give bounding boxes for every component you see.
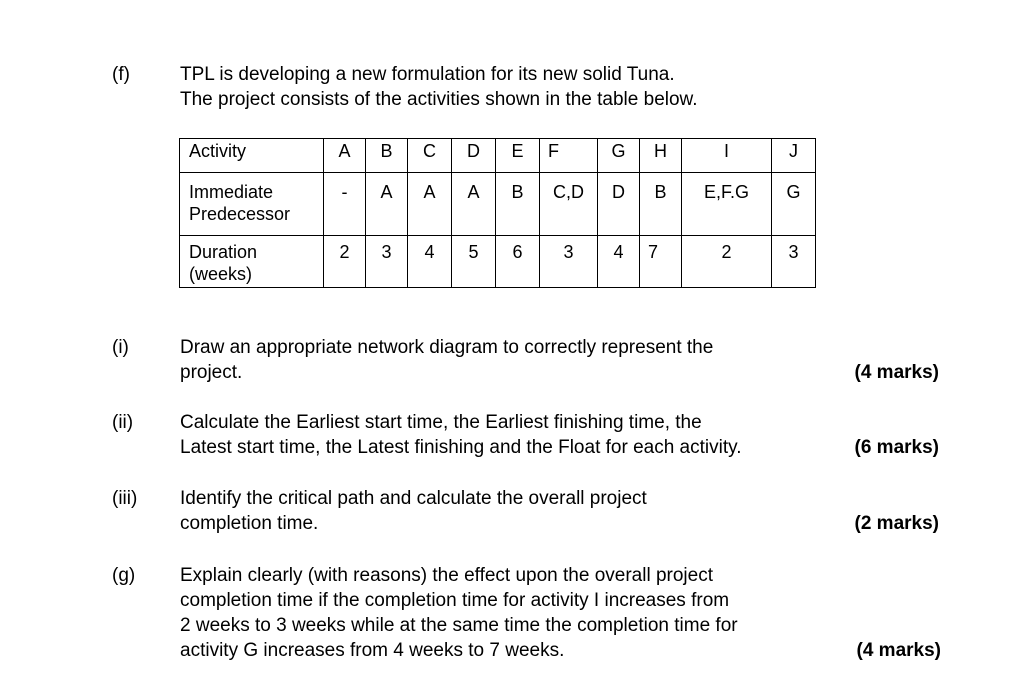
activity-cell: F (540, 139, 598, 173)
predecessor-cell: E,F.G (682, 173, 772, 236)
part-iii-marks: (2 marks) (854, 513, 939, 534)
predecessor-header-cell (180, 173, 324, 236)
duration-header-line-1: Duration (189, 242, 258, 262)
part-g-marks: (4 marks) (856, 640, 941, 661)
activity-header-cell: Activity (180, 139, 324, 173)
part-g-label: (g) (112, 565, 136, 586)
part-f-intro-line-1: TPL is developing a new formulation for its new solid Tuna. (180, 64, 675, 85)
part-i-label: (i) (112, 337, 129, 358)
duration-cell: 3 (366, 236, 408, 288)
part-i-line-1: Draw an appropriate network diagram to correctly represent the (180, 337, 714, 358)
predecessor-cell: D (598, 173, 640, 236)
part-g-line-4: activity G increases from 4 weeks to 7 weeks. (180, 640, 565, 661)
duration-cell: 4 (408, 236, 452, 288)
activity-cell: A (324, 139, 366, 173)
predecessor-cell: A (366, 173, 408, 236)
part-f-intro-line-2: The project consists of the activities shown in the table below. (180, 89, 698, 110)
predecessor-cell: B (496, 173, 540, 236)
predecessor-cell: C,D (540, 173, 598, 236)
activity-cell: C (408, 139, 452, 173)
part-ii-label: (ii) (112, 412, 134, 433)
predecessor-cell: - (324, 173, 366, 236)
activity-cell: B (366, 139, 408, 173)
part-i-line-2: project. (180, 362, 243, 383)
part-f-label: (f) (112, 64, 130, 85)
part-ii-line-2: Latest start time, the Latest finishing and the Float for each activity. (180, 437, 742, 458)
activity-cell: G (598, 139, 640, 173)
activity-cell: I (682, 139, 772, 173)
activity-cell: E (496, 139, 540, 173)
activity-cell: H (640, 139, 682, 173)
predecessor-header-line-1: Immediate (189, 182, 274, 202)
part-iii-line-1: Identify the critical path and calculate the overall project (180, 488, 647, 509)
duration-cell: 5 (452, 236, 496, 288)
part-ii-marks: (6 marks) (854, 437, 939, 458)
duration-cell: 7 (640, 236, 682, 288)
predecessor-cell: A (452, 173, 496, 236)
duration-cell: 4 (598, 236, 640, 288)
duration-cell: 6 (496, 236, 540, 288)
activity-table (179, 138, 816, 288)
part-i-marks: (4 marks) (854, 362, 939, 383)
part-iii-line-2: completion time. (180, 513, 319, 534)
activity-cell: D (452, 139, 496, 173)
duration-header-line-2: (weeks) (189, 264, 253, 284)
part-g-line-2: completion time if the completion time for activity I increases from (180, 590, 730, 611)
duration-cell: 2 (682, 236, 772, 288)
predecessor-cell: A (408, 173, 452, 236)
part-g-line-1: Explain clearly (with reasons) the effect upon the overall project (180, 565, 713, 586)
predecessor-cell: G (772, 173, 816, 236)
predecessor-row (180, 173, 816, 236)
duration-row (180, 236, 816, 288)
activity-row (180, 139, 816, 173)
activity-cell: J (772, 139, 816, 173)
part-ii-line-1: Calculate the Earliest start time, the Earliest finishing time, the (180, 412, 702, 433)
duration-cell: 3 (772, 236, 816, 288)
predecessor-cell: B (640, 173, 682, 236)
part-g-line-3: 2 weeks to 3 weeks while at the same time the completion time for (180, 615, 738, 636)
part-iii-label: (iii) (112, 488, 138, 509)
duration-cell: 3 (540, 236, 598, 288)
duration-header-cell (180, 236, 324, 288)
duration-cell: 2 (324, 236, 366, 288)
predecessor-header-line-2: Predecessor (189, 204, 291, 224)
